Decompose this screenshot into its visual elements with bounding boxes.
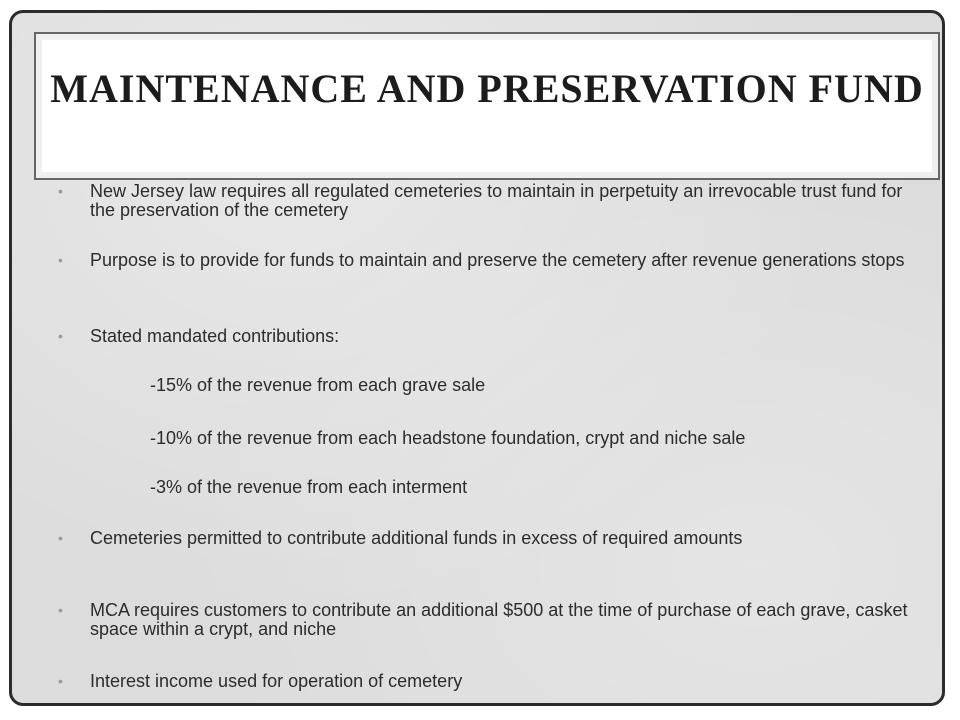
slide-title: MAINTENANCE AND PRESERVATION FUND: [50, 66, 924, 111]
bullet-icon: •: [58, 183, 63, 199]
bullet-text: Cemeteries permitted to contribute additional funds in excess of required amounts: [90, 528, 743, 548]
bullet-item: [58, 600, 932, 639]
bullet-item: [58, 528, 932, 548]
sub-item: [72, 376, 932, 395]
sub-item-text: -15% of the revenue from each grave sale: [150, 375, 486, 395]
bullet-icon: •: [58, 252, 63, 268]
bullet-item: [58, 250, 932, 270]
bullet-icon: •: [58, 530, 63, 546]
sub-item: [72, 429, 932, 448]
bullet-icon: •: [58, 673, 63, 689]
bullet-text: Stated mandated contributions:: [90, 326, 340, 346]
bullet-item: [58, 181, 932, 220]
bullet-icon: •: [58, 328, 63, 344]
bullet-text: New Jersey law requires all regulated cemeteries to maintain in perpetuity an irrevocable trust fund for the preservation of the cemetery: [90, 181, 903, 220]
bullet-text: Purpose is to provide for funds to maintain and preserve the cemetery after revenue generations stops: [90, 250, 905, 270]
bullet-item: [58, 671, 932, 691]
bullet-icon: •: [58, 602, 63, 618]
bullet-text: Interest income used for operation of cemetery: [90, 671, 463, 691]
sub-item: [72, 478, 932, 497]
sub-item-text: -10% of the revenue from each headstone foundation, crypt and niche sale: [150, 428, 746, 448]
sub-item-text: -3% of the revenue from each interment: [150, 477, 468, 497]
title-box: [34, 32, 940, 180]
bullet-item: [58, 326, 932, 346]
bullet-text: MCA requires customers to contribute an additional $500 at the time of purchase of each grave, casket space within a crypt, and niche: [90, 600, 908, 639]
